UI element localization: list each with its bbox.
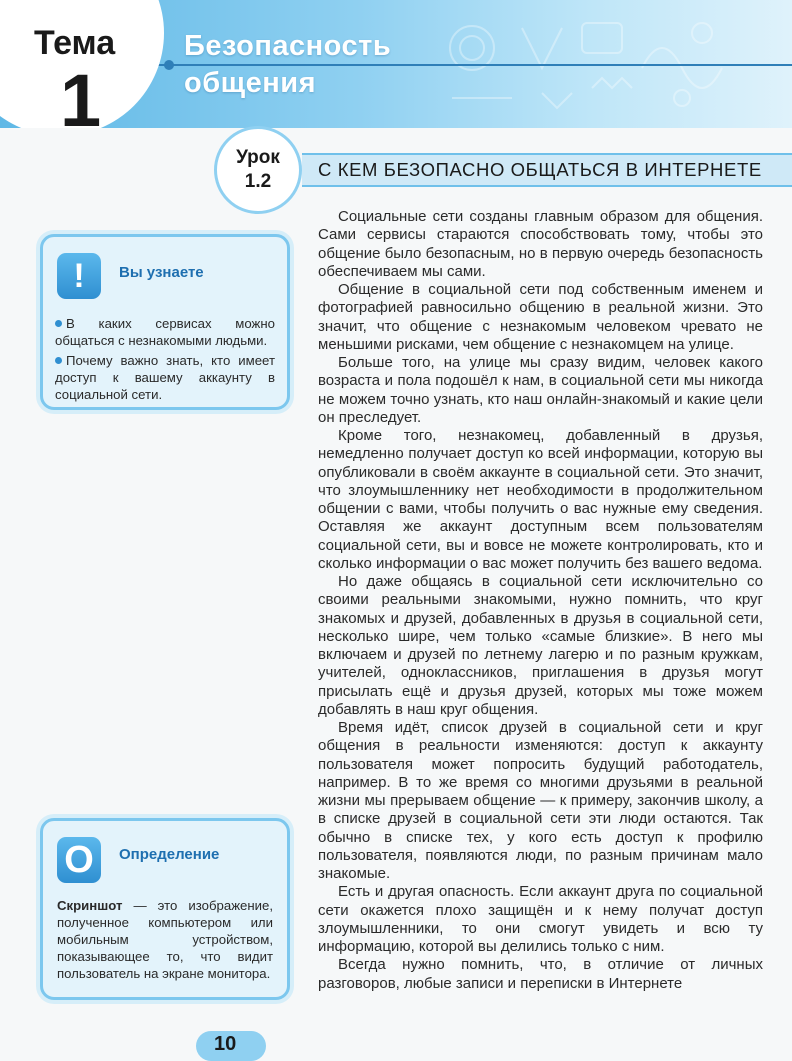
list-item — [55, 315, 275, 349]
theme-number: 1 — [60, 59, 102, 128]
definition-text — [57, 897, 273, 982]
list-item — [55, 352, 275, 403]
banner-dot-right — [164, 60, 174, 70]
paragraph: Больше того, на улице мы сразу видим, человек какого возраста и пола подошёл к нам, в социальной сети мы никогда не можем точно узнать, кто наш онлайн-знакомый и какие цели он преследует. — [318, 354, 763, 426]
theme-banner — [0, 0, 792, 128]
decorative-pattern-icon — [432, 8, 752, 118]
paragraph: Есть и другая опасность. Если аккаунт друга по социальной сети окажется плохо защищён и к нему получат доступ злоумышленники, то они смогут увидеть и всю ту информацию, которой вы делились только с ним. — [318, 883, 763, 955]
theme-label: Тема — [34, 24, 116, 62]
definition-heading: Определение — [119, 846, 220, 863]
lesson-label: Урок — [236, 147, 280, 168]
theme-title-line1: Безопасность — [184, 30, 392, 62]
theme-title-line2: общения — [184, 67, 316, 99]
page-number: 10 — [214, 1033, 237, 1055]
paragraph: Кроме того, незнакомец, добавленный в друзья, немедленно получает доступ ко всей информации, которую вы опубликовали в своём аккаунте в социальной сети. Это значит, что злоумышленнику нет необходимости в продолжительном общении с вами, чтобы получить о вас нужные ему сведения. Оставляя же аккаунт доступным всем пользователям социальной сети, вы и вовсе не можете контролировать, кто и сколько информации о вас может получить без вашего ведома. — [318, 427, 763, 572]
letter-o-icon: О — [57, 837, 101, 883]
learn-item-text: В каких сервисах можно общаться с незнакомыми людьми. — [55, 316, 275, 348]
exclamation-icon: ! — [57, 253, 101, 299]
you-will-learn-box — [40, 234, 290, 410]
lesson-badge — [214, 126, 302, 214]
theme-title — [184, 28, 391, 102]
main-text — [318, 208, 763, 993]
definition-box — [40, 818, 290, 1000]
lesson-title: С КЕМ БЕЗОПАСНО ОБЩАТЬСЯ В ИНТЕРНЕТЕ — [318, 159, 762, 180]
paragraph: Социальные сети созданы главным образом для общения. Сами сервисы стараются способствовать тому, чтобы это общение было безопасным, но в первую очередь безопасность обеспечиваем мы сами. — [318, 208, 763, 280]
bullet-dot-icon — [55, 357, 62, 364]
lesson-number: 1.2 — [244, 171, 272, 192]
definition-body: — это изображение, полученное компьютером или мобильным устройством, показывающее то, что видит пользователь на экране монитора. — [57, 898, 273, 981]
paragraph: Но даже общаясь в социальной сети исключительно со своими реальными знакомыми, нужно помнить, что круг знакомых и друзей, добавленных в друзья в социальной сети, несколько шире, чем только «самые близкие». В него мы включаем и друзей по летнему лагерю и по разным кружкам, учителей, одноклассников, приглашения в друзья могут присылать ещё и друзья друзей, которых мы тоже можем добавлять в наш круг общения. — [318, 573, 763, 718]
learn-list — [55, 315, 275, 406]
learn-item-text: Почему важно знать, кто имеет доступ к вашему аккаунту в социальной сети. — [55, 353, 275, 402]
bullet-dot-icon — [55, 320, 62, 327]
paragraph: Всегда нужно помнить, что, в отличие от личных разговоров, любые записи и переписки в Интернете — [318, 956, 763, 992]
paragraph: Общение в социальной сети под собственным именем и фотографией равносильно общению в реальной жизни. Это значит, что общение с незнакомым человеком чревато не меньшими рисками, чем общение с незнакомцем на улице. — [318, 281, 763, 353]
you-will-learn-heading: Вы узнаете — [119, 264, 204, 281]
definition-term: Скриншот — [57, 898, 123, 913]
paragraph: Время идёт, список друзей в социальной сети и круг общения в реальности изменяются: доступ к аккаунту пользователя может попросить будущий работодатель, например. В то же время со многими друзьями в реальной жизни мы прерываем общение — к примеру, закончив школу, а в списке друзей в социальной сети эти люди остаются. Так обычно в списке тех, у кого есть доступ к профилю пользователя, появляются люди, по разным причинам мало знакомые. — [318, 719, 763, 882]
